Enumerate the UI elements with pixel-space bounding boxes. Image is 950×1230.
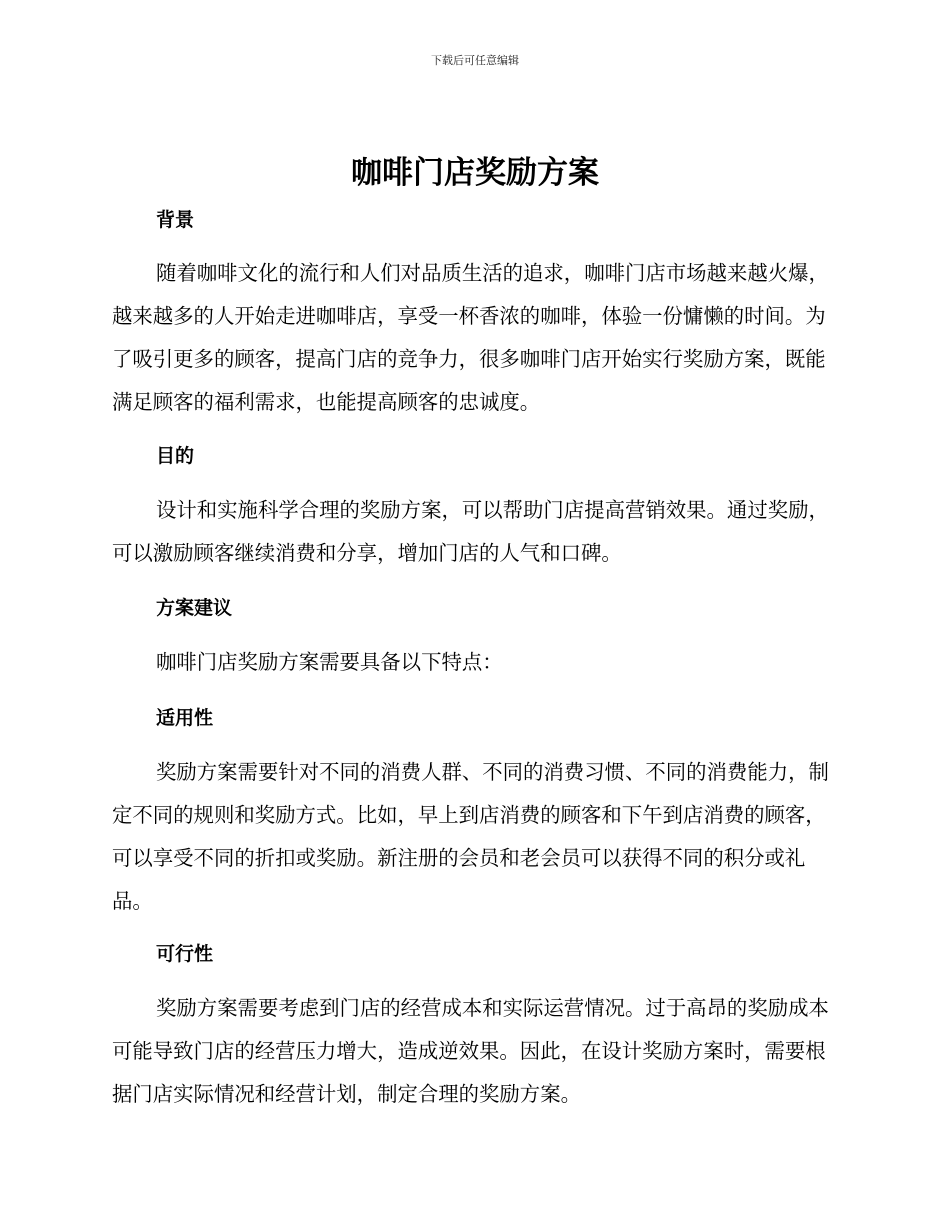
header-note: 下载后可任意编辑 (431, 54, 519, 67)
heading-background: 背景 (156, 209, 195, 231)
paragraph-feasibility: 奖励方案需要考虑到门店的经营成本和实际运营情况。过于高昂的奖励成本可能导致门店的经营压力增大，造成逆效果。因此，在设计奖励方案时，需要根据门店实际情况和经营计划，制定合理的奖励方案。 (112, 996, 829, 1106)
heading-purpose: 目的 (156, 445, 195, 467)
paragraph-suggestion: 咖啡门店奖励方案需要具备以下特点： (156, 650, 503, 674)
heading-applicability: 适用性 (156, 707, 214, 729)
heading-suggestion: 方案建议 (156, 597, 233, 619)
paragraph-background: 随着咖啡文化的流行和人们对品质生活的追求，咖啡门店市场越来越火爆，越来越多的人开始走进咖啡店，享受一杯香浓的咖啡，体验一份慵懒的时间。为了吸引更多的顾客，提高门店的竞争力，很多咖啡门店开始实行奖励方案，既能满足顾客的福利需求，也能提高顾客的忠诚度。 (112, 261, 829, 414)
heading-feasibility: 可行性 (156, 943, 214, 965)
document-title: 咖啡门店奖励方案 (351, 155, 599, 191)
paragraph-purpose: 设计和实施科学合理的奖励方案，可以帮助门店提高营销效果。通过奖励，可以激励顾客继续消费和分享，增加门店的人气和口碑。 (112, 498, 829, 565)
paragraph-applicability: 奖励方案需要针对不同的消费人群、不同的消费习惯、不同的消费能力，制定不同的规则和奖励方式。比如，早上到店消费的顾客和下午到店消费的顾客，可以享受不同的折扣或奖励。新注册的会员和老会员可以获得不同的积分或礼品。 (112, 760, 829, 913)
